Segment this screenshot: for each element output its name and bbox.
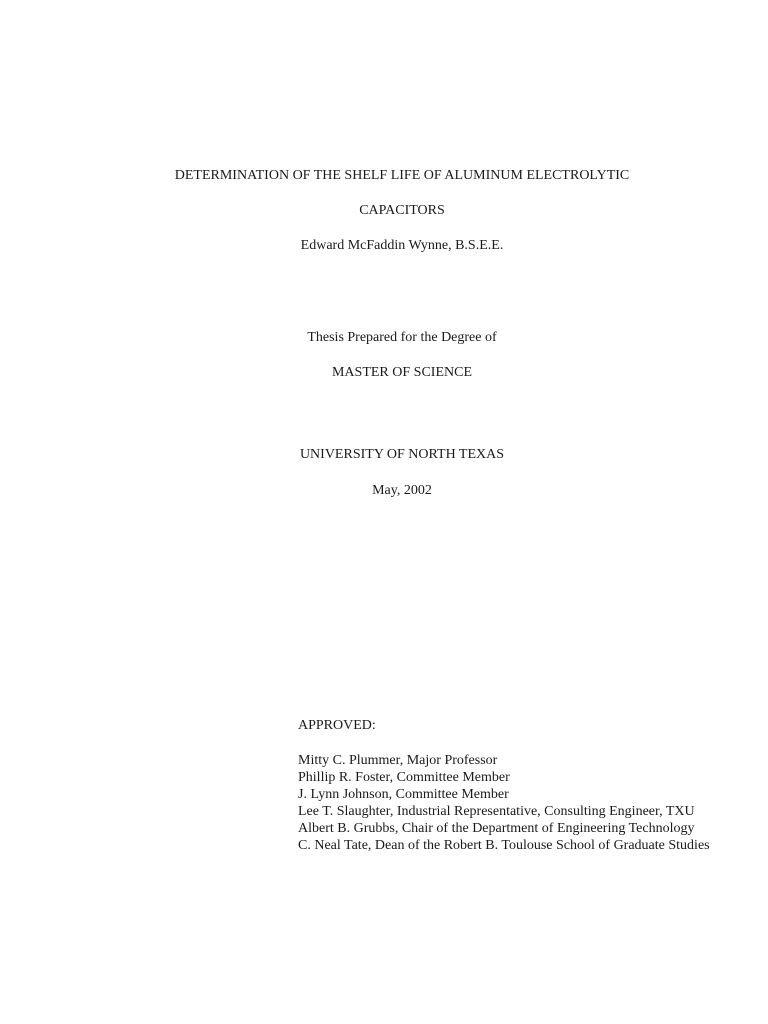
- thesis-statement: Thesis Prepared for the Degree of: [307, 330, 497, 345]
- committee-member: Phillip R. Foster, Committee Member: [298, 770, 510, 785]
- submission-date: May, 2002: [372, 483, 432, 498]
- approval-block: [298, 717, 718, 854]
- committee-member: J. Lynn Johnson, Committee Member: [298, 787, 509, 802]
- degree-name: MASTER OF SCIENCE: [331, 365, 473, 380]
- committee-member: Lee T. Slaughter, Industrial Representative, Consulting Engineer, TXU: [298, 804, 695, 819]
- committee-member: Albert B. Grubbs, Chair of the Department of Engineering Technology: [298, 821, 695, 836]
- thesis-title-line-1: DETERMINATION OF THE SHELF LIFE OF ALUMINUM ELECTROLYTIC: [174, 168, 630, 183]
- institution-name: UNIVERSITY OF NORTH TEXAS: [299, 447, 505, 462]
- committee-member: Mitty C. Plummer, Major Professor: [298, 753, 498, 768]
- thesis-title-line-2: CAPACITORS: [359, 203, 445, 218]
- approved-label: APPROVED:: [298, 718, 376, 733]
- committee-member: C. Neal Tate, Dean of the Robert B. Toulouse School of Graduate Studies: [298, 838, 710, 853]
- author-name: Edward McFaddin Wynne, B.S.E.E.: [300, 238, 504, 253]
